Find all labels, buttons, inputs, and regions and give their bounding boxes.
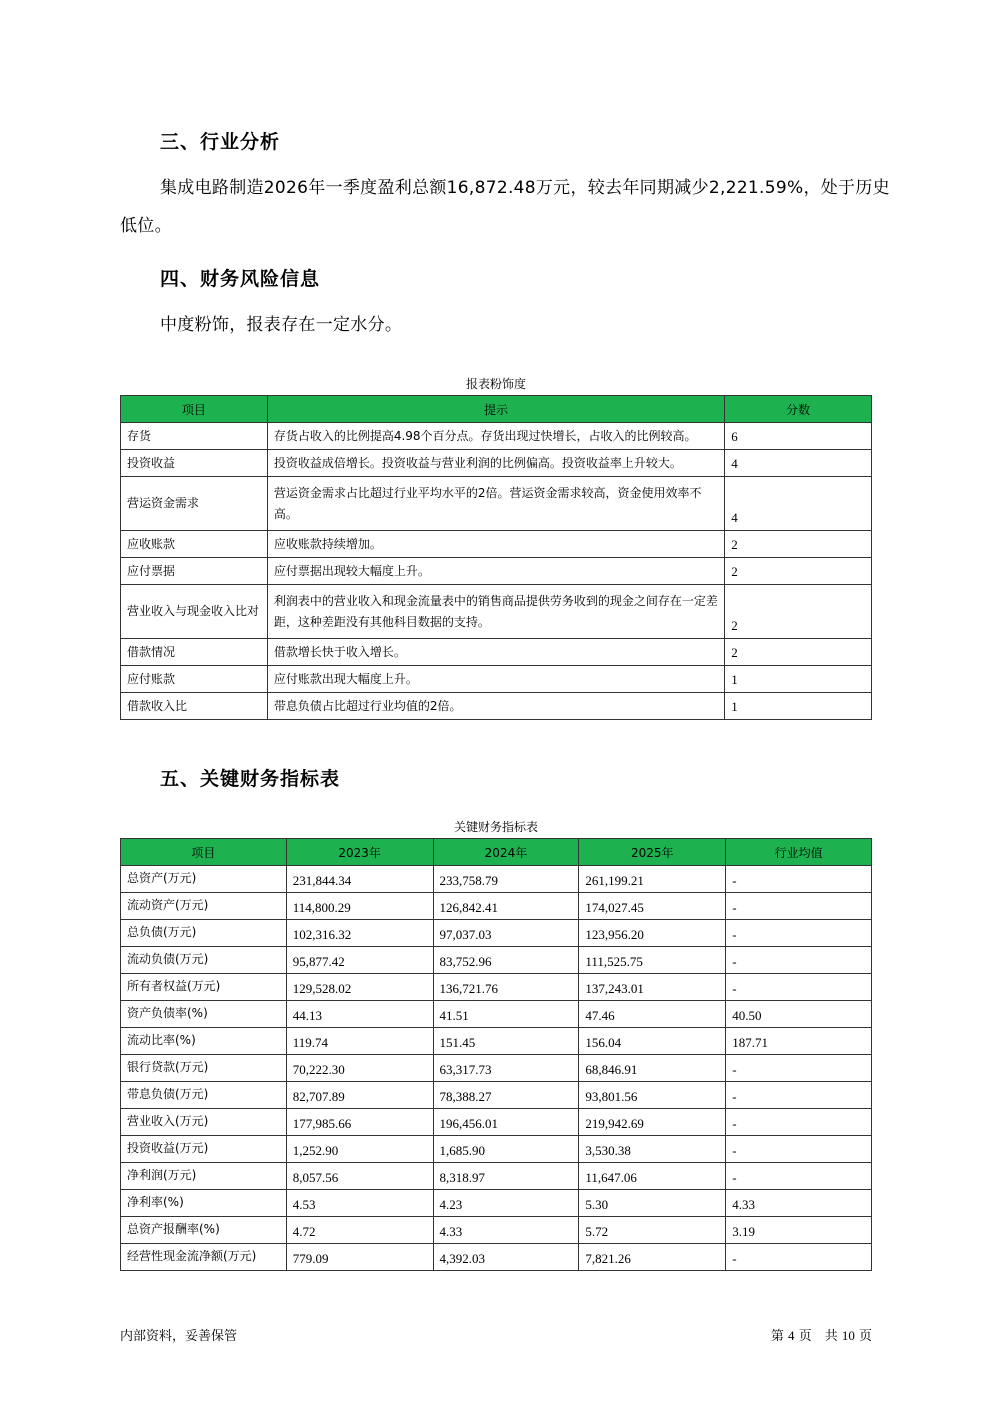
metric-value: - [726, 893, 872, 920]
metric-value: 136,721.76 [433, 974, 579, 1001]
metric-name: 总资产(万元) [121, 866, 287, 893]
table-row [121, 974, 872, 1001]
column-header: 项目 [121, 839, 287, 866]
metric-name: 总负债(万元) [121, 920, 287, 947]
metric-name: 带息负债(万元) [121, 1082, 287, 1109]
metric-value: 47.46 [579, 1001, 726, 1028]
metric-value: 93,801.56 [579, 1082, 726, 1109]
metric-name: 营业收入(万元) [121, 1109, 287, 1136]
risk-item: 借款情况 [121, 639, 268, 666]
table-row [121, 558, 872, 585]
metric-value: 4.53 [286, 1190, 433, 1217]
metric-value: 219,942.69 [579, 1109, 726, 1136]
metric-value: 119.74 [286, 1028, 433, 1055]
page-current: 4 [788, 1328, 795, 1343]
page-suffix: 页 [858, 1329, 872, 1344]
metric-value: 137,243.01 [579, 974, 726, 1001]
risk-item: 借款收入比 [121, 693, 268, 720]
metric-name: 流动资产(万元) [121, 893, 287, 920]
metric-name: 资产负债率(%) [121, 1001, 287, 1028]
risk-hint: 应付票据出现较大幅度上升。 [267, 558, 724, 585]
metric-value: 8,318.97 [433, 1163, 579, 1190]
metric-value: - [726, 1055, 872, 1082]
table-row [121, 866, 872, 893]
metric-value: 3.19 [726, 1217, 872, 1244]
risk-hint: 利润表中的营业收入和现金流量表中的销售商品提供劳务收到的现金之间存在一定差距，这种差距没有其他科目数据的支持。 [267, 585, 724, 639]
column-header: 2024年 [433, 839, 579, 866]
metric-value: - [726, 947, 872, 974]
metric-value: 4.33 [726, 1190, 872, 1217]
metric-value: - [726, 974, 872, 1001]
metric-value: 44.13 [286, 1001, 433, 1028]
metric-value: 123,956.20 [579, 920, 726, 947]
table-row [121, 585, 872, 639]
metric-value: 40.50 [726, 1001, 872, 1028]
metric-value: 5.30 [579, 1190, 726, 1217]
risk-item: 应收账款 [121, 531, 268, 558]
metric-value: 4.72 [286, 1217, 433, 1244]
risk-score: 2 [725, 558, 872, 585]
risk-hint: 存货占收入的比例提高4.98个百分点。存货出现过快增长，占收入的比例较高。 [267, 423, 724, 450]
table-row [121, 1001, 872, 1028]
table-row [121, 693, 872, 720]
table-row [121, 1082, 872, 1109]
column-header: 2023年 [286, 839, 433, 866]
metric-value: 177,985.66 [286, 1109, 433, 1136]
metric-name: 所有者权益(万元) [121, 974, 287, 1001]
table-row [121, 639, 872, 666]
metric-value: 1,252.90 [286, 1136, 433, 1163]
section-heading-industry: 三、行业分析 [160, 131, 281, 153]
risk-hint: 营运资金需求占比超过行业平均水平的2倍。营运资金需求较高，资金使用效率不高。 [267, 477, 724, 531]
risk-score: 4 [725, 477, 872, 531]
metric-name: 净利润(万元) [121, 1163, 287, 1190]
risk-score: 2 [725, 531, 872, 558]
column-header: 提示 [267, 396, 724, 423]
table-row [121, 920, 872, 947]
table-row [121, 423, 872, 450]
risk-hint: 借款增长快于收入增长。 [267, 639, 724, 666]
metric-name: 银行贷款(万元) [121, 1055, 287, 1082]
risk-hint: 应收账款持续增加。 [267, 531, 724, 558]
metric-value: 174,027.45 [579, 893, 726, 920]
metric-value: 8,057.56 [286, 1163, 433, 1190]
metric-value: - [726, 1136, 872, 1163]
metric-value: 233,758.79 [433, 866, 579, 893]
metric-value: 102,316.32 [286, 920, 433, 947]
metric-value: 97,037.03 [433, 920, 579, 947]
risk-item: 应付账款 [121, 666, 268, 693]
risk-table [120, 395, 872, 720]
table-row [121, 1055, 872, 1082]
metric-value: 129,528.02 [286, 974, 433, 1001]
metric-value: 151.45 [433, 1028, 579, 1055]
metric-value: 68,846.91 [579, 1055, 726, 1082]
column-header: 行业均值 [726, 839, 872, 866]
section-heading-risk: 四、财务风险信息 [160, 268, 321, 290]
risk-score: 1 [725, 693, 872, 720]
metric-value: 187.71 [726, 1028, 872, 1055]
section-heading-key-metrics: 五、关键财务指标表 [160, 768, 341, 790]
metric-value: 11,647.06 [579, 1163, 726, 1190]
metric-value: - [726, 1163, 872, 1190]
metric-value: 111,525.75 [579, 947, 726, 974]
risk-score: 2 [725, 639, 872, 666]
page-prefix: 第 [770, 1329, 784, 1344]
metric-value: 4.23 [433, 1190, 579, 1217]
table-row [121, 1163, 872, 1190]
table-row [121, 1244, 872, 1271]
footer-page-number [771, 1325, 872, 1344]
metrics-table [120, 838, 872, 1271]
metric-value: 78,388.27 [433, 1082, 579, 1109]
metric-value: - [726, 866, 872, 893]
metric-value: - [726, 1244, 872, 1271]
risk-item: 应付票据 [121, 558, 268, 585]
table-row [121, 1136, 872, 1163]
metric-value: 156.04 [579, 1028, 726, 1055]
table-row [121, 893, 872, 920]
page-total: 10 [841, 1328, 855, 1343]
table-row [121, 477, 872, 531]
metrics-table-caption: 关键财务指标表 [453, 820, 538, 834]
risk-item: 营运资金需求 [121, 477, 268, 531]
metric-name: 净利率(%) [121, 1190, 287, 1217]
metric-value: 41.51 [433, 1001, 579, 1028]
metric-value: 4.33 [433, 1217, 579, 1244]
metric-name: 流动比率(%) [121, 1028, 287, 1055]
metric-name: 经营性现金流净额(万元) [121, 1244, 287, 1271]
table-header-row [121, 839, 872, 866]
risk-item: 存货 [121, 423, 268, 450]
metric-value: - [726, 1109, 872, 1136]
metric-value: 1,685.90 [433, 1136, 579, 1163]
metric-value: 63,317.73 [433, 1055, 579, 1082]
industry-paragraph-line1: 集成电路制造2026年一季度盈利总额16,872.48万元，较去年同期减少2,221.59%，处于历史 [160, 178, 890, 198]
metric-value: 70,222.30 [286, 1055, 433, 1082]
risk-summary-text: 中度粉饰，报表存在一定水分。 [160, 315, 403, 335]
risk-hint: 带息负债占比超过行业均值的2倍。 [267, 693, 724, 720]
column-header: 2025年 [579, 839, 726, 866]
table-row [121, 450, 872, 477]
metric-value: 231,844.34 [286, 866, 433, 893]
table-row [121, 1190, 872, 1217]
metric-value: - [726, 920, 872, 947]
metric-value: 82,707.89 [286, 1082, 433, 1109]
metric-value: 114,800.29 [286, 893, 433, 920]
metric-name: 流动负债(万元) [121, 947, 287, 974]
metric-value: 7,821.26 [579, 1244, 726, 1271]
metric-value: 126,842.41 [433, 893, 579, 920]
table-row [121, 1217, 872, 1244]
risk-score: 2 [725, 585, 872, 639]
table-row [121, 1109, 872, 1136]
metric-value: 83,752.96 [433, 947, 579, 974]
table-row [121, 1028, 872, 1055]
metric-value: 3,530.38 [579, 1136, 726, 1163]
metric-value: 4,392.03 [433, 1244, 579, 1271]
page-mid: 页 共 [798, 1329, 838, 1344]
risk-item: 投资收益 [121, 450, 268, 477]
metric-name: 投资收益(万元) [121, 1136, 287, 1163]
metric-value: 261,199.21 [579, 866, 726, 893]
metric-value: - [726, 1082, 872, 1109]
table-header-row [121, 396, 872, 423]
risk-hint: 投资收益成倍增长。投资收益与营业利润的比例偏高。投资收益率上升较大。 [267, 450, 724, 477]
risk-score: 4 [725, 450, 872, 477]
metric-value: 779.09 [286, 1244, 433, 1271]
metric-value: 95,877.42 [286, 947, 433, 974]
table-row [121, 947, 872, 974]
column-header: 项目 [121, 396, 268, 423]
table-row [121, 531, 872, 558]
risk-hint: 应付账款出现大幅度上升。 [267, 666, 724, 693]
metric-name: 总资产报酬率(%) [121, 1217, 287, 1244]
column-header: 分数 [725, 396, 872, 423]
metric-value: 196,456.01 [433, 1109, 579, 1136]
risk-item: 营业收入与现金收入比对 [121, 585, 268, 639]
risk-score: 6 [725, 423, 872, 450]
table-row [121, 666, 872, 693]
industry-paragraph-line2: 低位。 [120, 216, 172, 236]
footer-confidential-note: 内部资料，妥善保管 [120, 1329, 238, 1344]
risk-table-caption: 报表粉饰度 [465, 377, 526, 391]
metric-value: 5.72 [579, 1217, 726, 1244]
risk-score: 1 [725, 666, 872, 693]
